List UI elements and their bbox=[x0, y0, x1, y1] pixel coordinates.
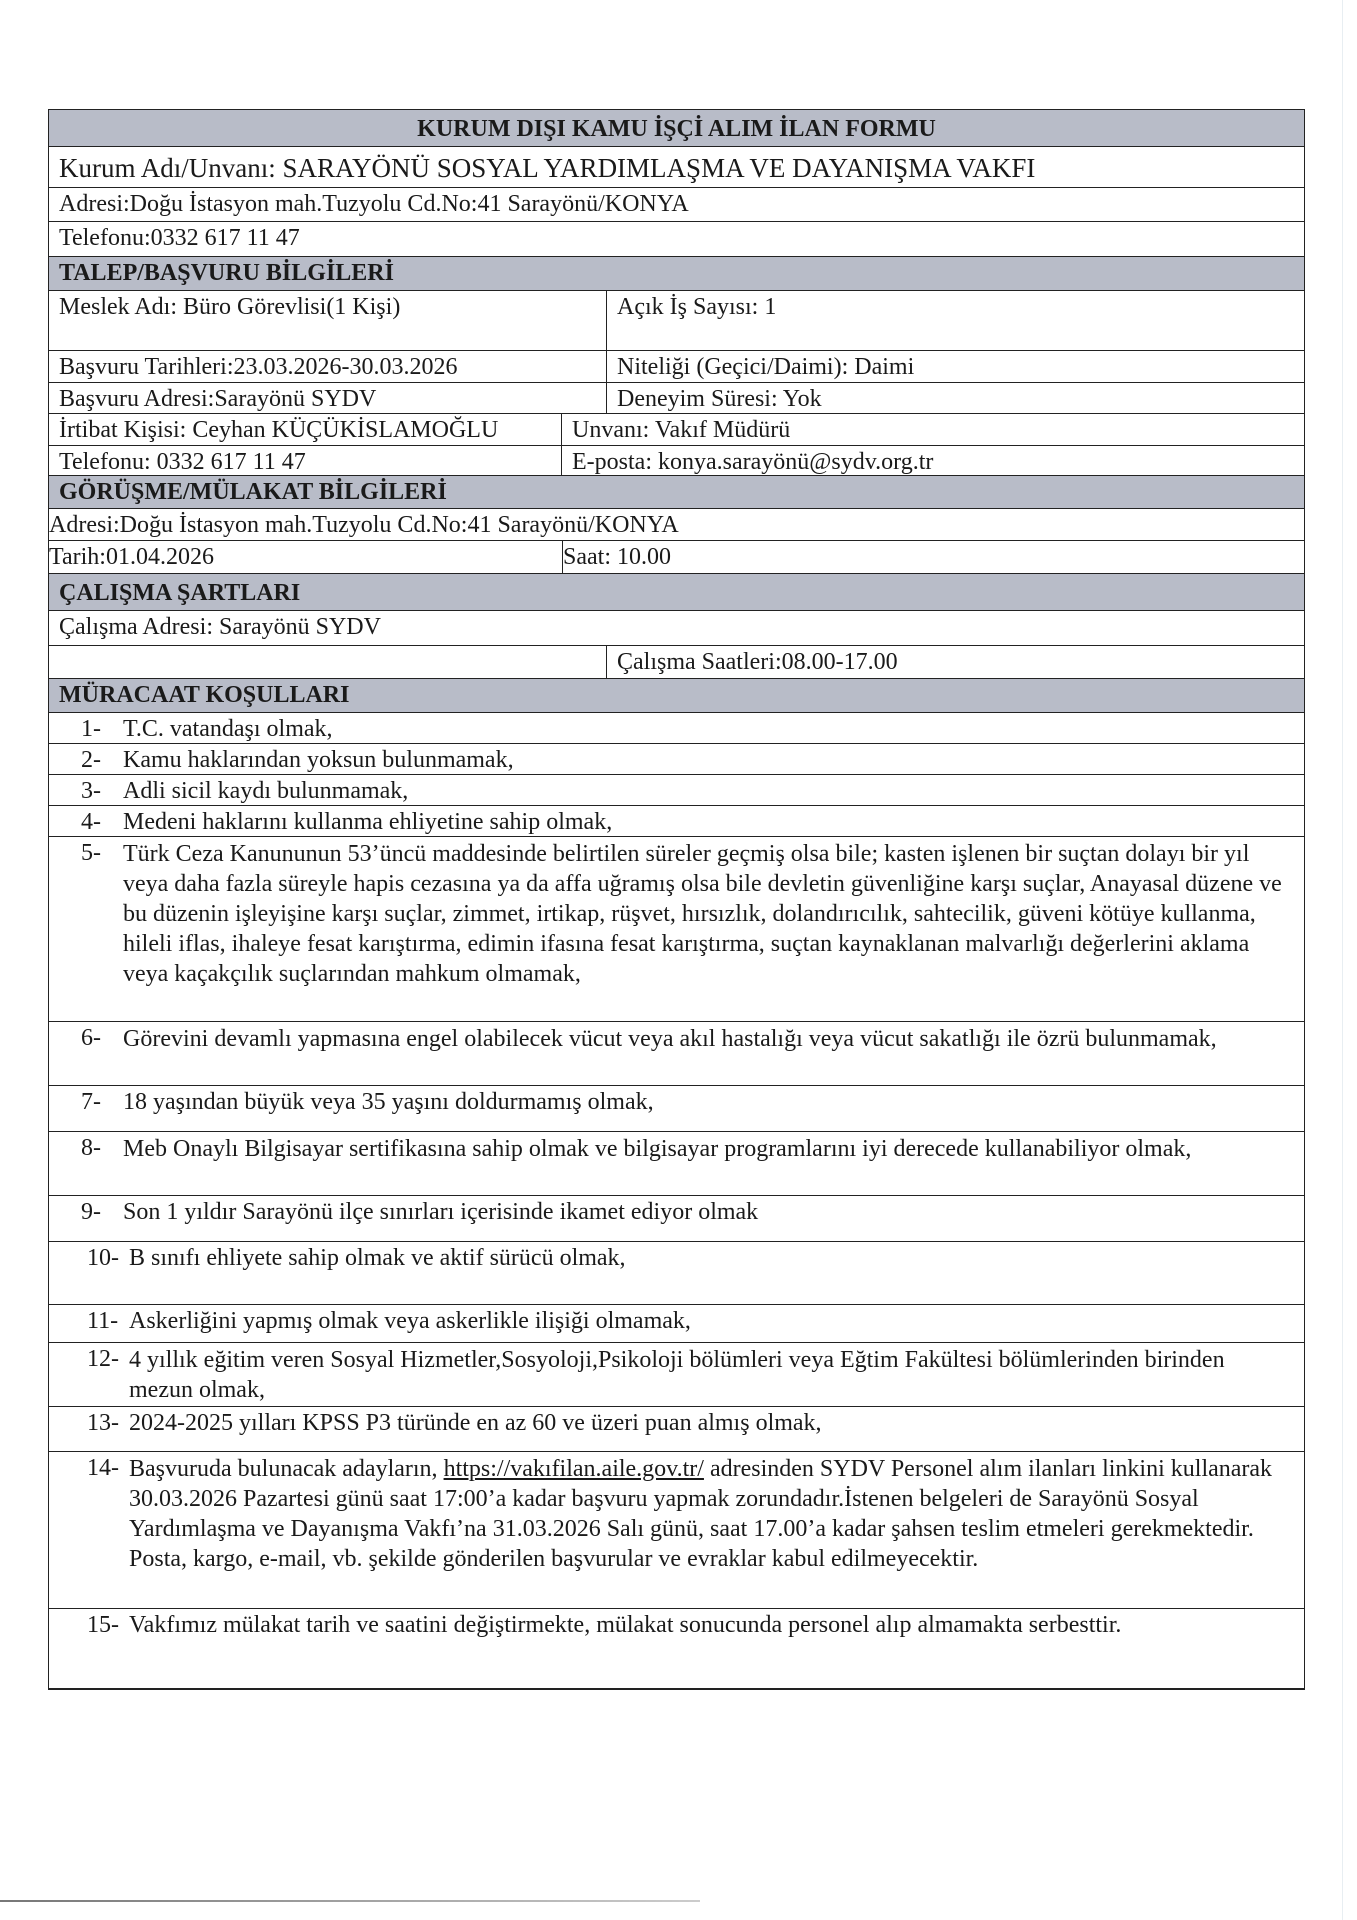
condition-text: 2024-2025 yılları KPSS P3 türünde en az 60 ve üzeri puan almış olmak, bbox=[129, 1410, 822, 1436]
condition-text: 18 yaşından büyük veya 35 yaşını doldurmamış olmak, bbox=[123, 1089, 654, 1115]
condition-number: 10- bbox=[87, 1245, 119, 1271]
contact-row bbox=[49, 414, 1304, 446]
contact-email[interactable]: E-posta: konya.sarayönü@sydv.org.tr bbox=[561, 446, 1304, 475]
condition-item bbox=[49, 713, 1304, 744]
work-hours-empty bbox=[49, 646, 606, 678]
section-header-application bbox=[49, 257, 1304, 291]
condition-text: Türk Ceza Kanununun 53’üncü maddesinde belirtilen süreler geçmiş olsa bile; kasten işlenen bir suçtan dolayı bir yıl veya daha fazla süreyle hapis cezasına ya da affa uğramış olsa bile devletin güvenliğine karşı suçlar, Anayasal düzene ve bu düzenin işleyişine karşı suçlar, zimmet, irtikap, rüşvet, hırsızlık, dolandırıcılık, sahtecilik, güveni kötüye kullanma, hileli iflas, ihaleye fesat karıştırma, edimin ifasına fesat karıştırma, suçtan kaynaklanan malvarlığı değerlerini aklama veya kaçakçılık suçlarından mahkum olmamak, bbox=[123, 841, 1282, 987]
condition-item bbox=[49, 744, 1304, 775]
condition-number: 13- bbox=[87, 1410, 119, 1436]
interview-date: Tarih:01.04.2026 bbox=[49, 544, 214, 570]
condition-number: 5- bbox=[81, 840, 101, 866]
experience: Deneyim Süresi: Yok bbox=[606, 383, 1304, 413]
institution-address: Adresi:Doğu İstasyon mah.Tuzyolu Cd.No:41 Sarayönü/KONYA bbox=[59, 191, 689, 217]
apply-address-row bbox=[49, 383, 1304, 414]
condition-text bbox=[129, 1454, 1290, 1608]
condition-number: 3- bbox=[81, 778, 101, 804]
institution-phone: Telefonu:0332 617 11 47 bbox=[59, 225, 300, 251]
apply-address: Başvuru Adresi:Sarayönü SYDV bbox=[59, 386, 377, 412]
condition-text: B sınıfı ehliyete sahip olmak ve aktif sürücü olmak, bbox=[129, 1245, 626, 1271]
condition-text: Görevini devamlı yapmasına engel olabilecek vücut veya akıl hastalığı veya vücut sakatlığı ile özrü bulunmamak, bbox=[123, 1026, 1217, 1052]
condition-text: Vakfımız mülakat tarih ve saatini değiştirmekte, mülakat sonucunda personel alıp almamakta serbesttir. bbox=[129, 1612, 1122, 1638]
contact-phone-row bbox=[49, 446, 1304, 476]
dates-row bbox=[49, 351, 1304, 383]
interview-time: Saat: 10.00 bbox=[562, 541, 1304, 573]
section-title: GÖRÜŞME/MÜLAKAT BİLGİLERİ bbox=[59, 479, 447, 505]
condition-number: 2- bbox=[81, 747, 101, 773]
condition-item bbox=[49, 1196, 1304, 1242]
condition-number: 8- bbox=[81, 1135, 101, 1161]
condition-text: 4 yıllık eğitim veren Sosyal Hizmetler,Sosyoloji,Psikoloji bölümleri veya Eğtim Fakültesi bölümlerinden birinden mezun olmak, bbox=[129, 1347, 1225, 1403]
scan-artifact-line bbox=[0, 1900, 700, 1902]
section-header-interview bbox=[49, 476, 1304, 509]
application-dates: Başvuru Tarihleri:23.03.2026-30.03.2026 bbox=[59, 354, 458, 380]
condition-text: Son 1 yıldır Sarayönü ilçe sınırları içerisinde ikamet ediyor olmak bbox=[123, 1199, 759, 1225]
condition-text: T.C. vatandaşı olmak, bbox=[123, 716, 333, 742]
condition-number: 1- bbox=[81, 716, 101, 742]
condition-item bbox=[49, 1609, 1304, 1688]
condition-text: Askerliğini yapmış olmak veya askerlikle ilişiği olmamak, bbox=[129, 1308, 691, 1334]
work-address: Çalışma Adresi: Sarayönü SYDV bbox=[59, 614, 381, 640]
condition-item bbox=[49, 806, 1304, 837]
condition-text: Medeni haklarını kullanma ehliyetine sahip olmak, bbox=[123, 809, 613, 835]
condition-number: 12- bbox=[87, 1346, 119, 1372]
institution-phone-row bbox=[49, 222, 1304, 257]
condition-text-before: Başvuruda bulunacak adayların, bbox=[129, 1456, 444, 1482]
condition-item bbox=[49, 1242, 1304, 1305]
condition-text-after: adresinden SYDV Personel alım ilanları linkini kullanarak 30.03.2026 Pazartesi günü saat 17:00’a kadar başvuru yapmak zorundadır.İstenen belgeleri de Sarayönü Sosyal Yardımlaşma ve Dayanışma Vakfı’na 31.03.2026 Salı günü, saat 17.00’a kadar şahsen teslim etmeleri gerekmektedir. Posta, kargo, e-mail, vb. şekilde gönderilen başvurular ve evraklar kabul edilmeyecektir. bbox=[129, 1456, 1273, 1572]
condition-text: Kamu haklarından yoksun bulunmamak, bbox=[123, 747, 514, 773]
interview-address-row bbox=[49, 509, 1304, 541]
section-header-work bbox=[49, 574, 1304, 611]
occupation-row bbox=[49, 291, 1304, 351]
institution-row bbox=[49, 147, 1304, 188]
condition-number: 7- bbox=[81, 1089, 101, 1115]
institution-name: Kurum Adı/Unvanı: SARAYÖNÜ SOSYAL YARDIMLAŞMA VE DAYANIŞMA VAKFI bbox=[59, 153, 1036, 183]
condition-item bbox=[49, 775, 1304, 806]
condition-number: 15- bbox=[87, 1612, 119, 1638]
condition-item bbox=[49, 1452, 1304, 1609]
interview-datetime-row bbox=[49, 541, 1304, 574]
work-hours: Çalışma Saatleri:08.00-17.00 bbox=[606, 646, 1304, 678]
condition-item bbox=[49, 1343, 1304, 1407]
condition-number: 6- bbox=[81, 1025, 101, 1051]
condition-item bbox=[49, 1132, 1304, 1196]
condition-item bbox=[49, 1407, 1304, 1452]
scan-edge bbox=[1342, 0, 1343, 1920]
condition-number: 11- bbox=[87, 1308, 119, 1334]
condition-number: 9- bbox=[81, 1199, 101, 1225]
position-nature: Niteliği (Geçici/Daimi): Daimi bbox=[606, 351, 1304, 382]
condition-text: Adli sicil kaydı bulunmamak, bbox=[123, 778, 409, 804]
vakifilan-link[interactable]: https://vakıfilan.aile.gov.tr/ bbox=[443, 1456, 704, 1482]
form-title: KURUM DIŞI KAMU İŞÇİ ALIM İLAN FORMU bbox=[417, 116, 936, 142]
condition-item bbox=[49, 1305, 1304, 1343]
section-title: MÜRACAAT KOŞULLARI bbox=[59, 682, 350, 708]
open-positions: Açık İş Sayısı: 1 bbox=[606, 291, 1304, 350]
contact-phone: Telefonu: 0332 617 11 47 bbox=[59, 449, 306, 475]
contact-title: Unvanı: Vakıf Müdürü bbox=[561, 414, 1304, 445]
condition-text: Meb Onaylı Bilgisayar sertifikasına sahip olmak ve bilgisayar programlarını iyi derecede kullanabiliyor olmak, bbox=[123, 1136, 1192, 1162]
work-hours-row bbox=[49, 646, 1304, 679]
condition-item bbox=[49, 1022, 1304, 1086]
condition-item bbox=[49, 837, 1304, 1022]
condition-number: 14- bbox=[87, 1455, 119, 1481]
section-header-conditions bbox=[49, 679, 1304, 713]
condition-number: 4- bbox=[81, 809, 101, 835]
work-address-row bbox=[49, 611, 1304, 646]
institution-address-row bbox=[49, 188, 1304, 222]
section-title: ÇALIŞMA ŞARTLARI bbox=[59, 580, 301, 606]
occupation: Meslek Adı: Büro Görevlisi(1 Kişi) bbox=[59, 294, 401, 320]
contact-person: İrtibat Kişisi: Ceyhan KÜÇÜKİSLAMOĞLU bbox=[59, 417, 499, 443]
condition-item bbox=[49, 1086, 1304, 1132]
section-title: TALEP/BAŞVURU BİLGİLERİ bbox=[59, 260, 394, 286]
job-posting-form bbox=[48, 109, 1305, 1690]
interview-address: Adresi:Doğu İstasyon mah.Tuzyolu Cd.No:41 Sarayönü/KONYA bbox=[49, 512, 679, 538]
form-title-row bbox=[49, 110, 1304, 147]
